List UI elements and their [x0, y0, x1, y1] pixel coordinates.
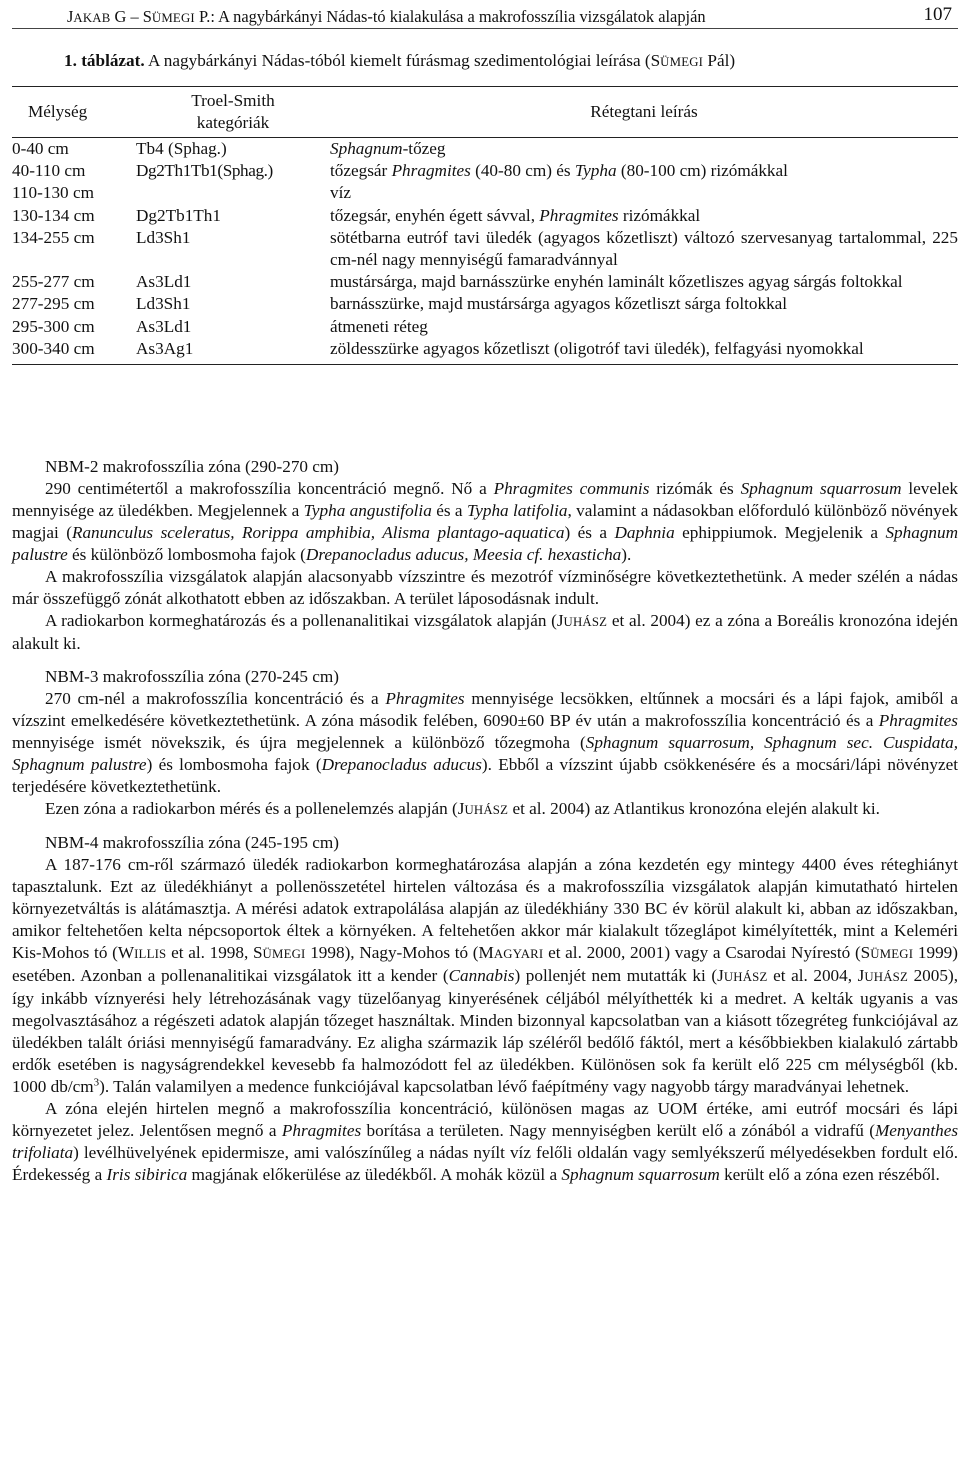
description-cell: zöldesszürke agyagos kőzetliszt (oligotróf tavi üledék), felfagyási nyomokkal: [330, 338, 958, 365]
running-header: [12, 4, 958, 29]
category-cell: As3Ld1: [136, 316, 192, 336]
depth-cell: 40-110 cm: [12, 161, 86, 181]
description-cell: átmeneti réteg: [330, 316, 428, 336]
col-header-troel-smith: Troel-Smith kategóriák: [136, 87, 330, 138]
zone-heading-nbm4: NBM-4 makrofosszília zóna (245-195 cm): [45, 833, 340, 852]
paragraph: A 187-176 cm-ről származó üledék radiokarbon kormeghatározása alapján a zóna kezdetén egy mintegy 4400 éves réteghiányt tapasztalunk. Ezt az üledékhiányt a pollenösszetétel hirtelen változása és a makrofosszília vizsgálatok alapján kimutatható hirtelen környezetváltás is alátámasztja. A mérési adatok extrapolálása alapján az üledékhiány 330 BC év körül alakult ki, abban az időszakban, amikor feltehetően kelta népcsoportok éltek a környéken. A feltehetően akkor már kialakult tőzeglápot kimélyítették, mint a Keleméri Kis-Mohos tó (WILLIS et al. 1998, SÜMEGI 1998), Nagy-Mohos tó (MAGYARI et al. 2000, 2001) vagy a Csarodai Nyírestó (SÜMEGI 1999) esetében. Azonban a pollenanalitikai vizsgálatok itt a kender (Cannabis) pollenjét nem mutatták ki (JUHÁSZ et al. 2004, JUHÁSZ 2005), így inkább víznyerési hely létrehozásának vagy tüzelőanyag kinyerésének céljából mélyíthették ki a medret. A kelták ugyanis a vas megolvasztásához a régészeti adatok alapján tőzeget használtak. Minden bizonnyal kapcsolatban van a kiásott tőzegréteg funkciójával az üledékben talált óriási mennyiségű famaradvány. Ez aligha származik láp széléről bedőlő fáktól, mert a későbbiekben kialakuló zártabb erdők esetében is nagyságrendekkel kevesebb fa halmozódott fel az üledékben. Különösen sok fa került elő 225 cm mélységből (kb. 1000 $db/cm^3$). Talán valamilyen a medence funkciójával kapcsolatban lévő faépítmény vagy nagyobb tárgy maradványai lehetnek.: [12, 855, 958, 1096]
depth-cell: 130-134 cm: [12, 205, 95, 225]
table-header-row: [12, 87, 958, 138]
table-row: [12, 316, 958, 338]
table-row: [12, 271, 958, 293]
col-header-description: Rétegtani leírás: [330, 87, 958, 138]
paragraph: A zóna elején hirtelen megnő a makrofosszília koncentráció, különösen magas az UOM értéke, ami eutróf mocsári és lápi környezetet jelez. Jelentősen megnő a Phragmites borítása a területen. Nagy mennyiségben került elő a zónából a vidrafű (Menyanthes trifoliata) levélhüvelyének epidermisze, ami valószínűleg a nádas nyílt víz felőli oldalán vagy semlyékszerű mélyedésekben fordult elő. Érdekesség a Iris sibirica magjának előkerülése az üledékből. A mohák közül a Sphagnum squarrosum került elő a zóna ezen részéből.: [12, 1099, 959, 1184]
depth-cell: 0-40 cm: [12, 139, 69, 158]
table-row: [12, 160, 958, 182]
category-cell: As3Ag1: [136, 338, 330, 365]
body-text: [12, 456, 958, 1186]
table-row: [12, 227, 958, 271]
description-cell: sötétbarna eutróf tavi üledék (agyagos kőzetliszt) változó szervesanyag tartalommal, 225 cm-nél nagy mennyiségű famaradvánnyal: [330, 227, 958, 270]
category-cell: Tb4 (Sphag.): [136, 139, 227, 158]
table-row: [12, 205, 958, 227]
zone-heading-nbm2: NBM-2 makrofosszília zóna (290-270 cm): [45, 457, 340, 476]
category-cell: Dg2Tb1Th1: [136, 205, 221, 225]
paragraph: 290 centimétertől a makrofosszília koncentráció megnő. Nő a Phragmites communis rizómák és Sphagnum squarrosum levelek mennyisége az üledékben. Megjelennek a Typha angustifolia és a Typha latifolia, valamint a nádasokban előforduló különböző növények magjai (Ranunculus sceleratus, Rorippa amphibia, Alisma plantago-aquatica) és a Daphnia ephippiumok. Megjelenik a Sphagnum palustre és különböző lombosmoha fajok (Drepanocladus aducus, Meesia cf. hexasticha).: [12, 479, 959, 564]
depth-cell: 295-300 cm: [12, 316, 95, 336]
category-cell: Ld3Sh1: [136, 227, 191, 247]
category-cell: As3Ld1: [136, 272, 192, 292]
col-header-depth: Mélység: [12, 87, 136, 138]
paragraph: Ezen zóna a radiokarbon mérés és a pollenelemzés alapján (JUHÁSZ et al. 2004) az Atlantikus kronozóna elején alakult ki.: [45, 799, 880, 818]
description-cell: tőzegsár Phragmites (40-80 cm) és Typha (80-100 cm) rizómákkal: [330, 161, 788, 181]
paragraph: 270 cm-nél a makrofosszília koncentráció és a Phragmites mennyisége lecsökken, eltűnnek a mocsári és a lápi fajok, amiből a vízszint emelkedésére következtethetünk. A zóna második felében, 6090±60 BP év után a makrofosszília koncentráció és a Phragmites mennyisége ismét növekszik, és újra megjelennek a különböző tőzegmoha (Sphagnum squarrosum, Sphagnum sec. Cuspidata, Sphagnum palustre) és lombosmoha fajok (Drepanocladus aducus). Ebből a vízszint újabb csökkenésére és a mocsári/lápi növényzet terjedésére következtethetünk.: [12, 689, 958, 796]
paragraph: A radiokarbon kormeghatározás és a pollenanalitikai vizsgálatok alapján (JUHÁSZ et al. 2004) ez a zóna a Boreális kronozóna idején alakult ki.: [12, 611, 958, 653]
depth-cell: 110-130 cm: [12, 183, 94, 203]
table-row: [12, 338, 958, 365]
table-row: [12, 293, 958, 315]
category-cell: [136, 182, 330, 204]
zone-heading-nbm3: NBM-3 makrofosszília zóna (270-245 cm): [45, 667, 340, 686]
depth-cell: 255-277 cm: [12, 272, 95, 292]
paragraph: A makrofosszília vizsgálatok alapján alacsonyabb vízszintre és mezotróf vízminőségre következtethetünk. A meder szélén a nádas már összefüggő zónát alkothatott ebben az időszakban. A terület láposodásnak indult.: [12, 567, 958, 608]
depth-cell: 300-340 cm: [12, 338, 136, 365]
description-cell: tőzegsár, enyhén égett sávval, Phragmites rizómákkal: [330, 205, 701, 225]
table-row: [12, 182, 958, 204]
running-title: JAKAB G – SÜMEGI P.: A nagybárkányi Nádas-tó kialakulása a makrofosszília vizsgálatok alapján: [67, 7, 706, 26]
table-row: [12, 138, 958, 161]
table-caption: 1. táblázat. A nagybárkányi Nádas-tóból kiemelt fúrásmag szedimentológiai leírása (SÜMEGI Pál): [64, 51, 736, 70]
depth-cell: 277-295 cm: [12, 294, 95, 314]
description-cell: víz: [330, 183, 351, 203]
stratigraphy-table: [12, 86, 958, 365]
description-cell: Sphagnum-tőzeg: [330, 139, 446, 158]
description-cell: barnásszürke, majd mustársárga agyagos kőzetliszt sárga foltokkal: [330, 294, 788, 314]
page-number: 107: [923, 4, 952, 25]
category-cell: Ld3Sh1: [136, 294, 191, 314]
category-cell: Dg2Th1Tb1(Sphag.): [136, 161, 273, 181]
depth-cell: 134-255 cm: [12, 227, 95, 247]
description-cell: mustársárga, majd barnásszürke enyhén laminált kőzetliszes agyag sárgás foltokkal: [330, 272, 903, 292]
